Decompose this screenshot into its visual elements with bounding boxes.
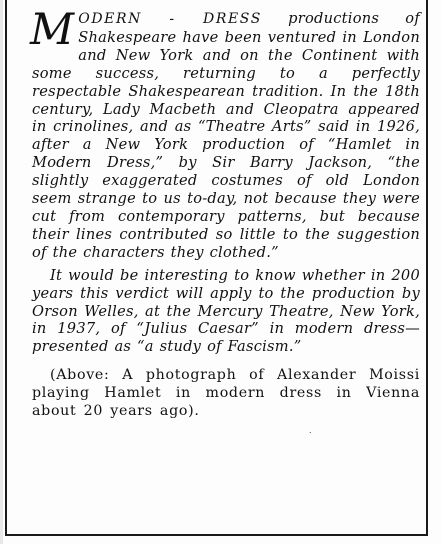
scan-edge xyxy=(0,0,3,544)
print-speck: ˙ xyxy=(308,432,313,442)
paragraph-2: It would be interesting to know whether in 200 years this verdict will apply to the production by Orson Welles, at the Mercury Theatre, New York, in 1937, of “Julius Caesar” in modern dress—presented as “a study of Fascism.” xyxy=(32,266,420,356)
drop-cap: M xyxy=(30,5,75,55)
paragraph-1-text: productions of Shakespeare have been ventured in London and New York and on the Continent with some success, returning to a perfectly respectable Shakespearean tradition. In the 18th century, Lady Macbeth and Cleopatra appeared in crinolines, and as “Theatre Arts” said in 1926, after a New York production of “Hamlet in Modern Dress,” by Sir Barry Jackson, “the slightly exaggerated costumes of old London seem strange to us to-day, not because they were cut from contemporary patterns, but because their lines contributed so little to the suggestion of the characters they clothed.” xyxy=(32,10,420,261)
photo-caption: (Above: A photograph of Alexander Moissi playing Hamlet in modern dress in Vienna about 20 years ago). xyxy=(32,367,420,420)
lead-in: ODERN - DRESS xyxy=(78,11,262,27)
article-column xyxy=(30,5,420,420)
paragraph-1 xyxy=(30,5,420,262)
